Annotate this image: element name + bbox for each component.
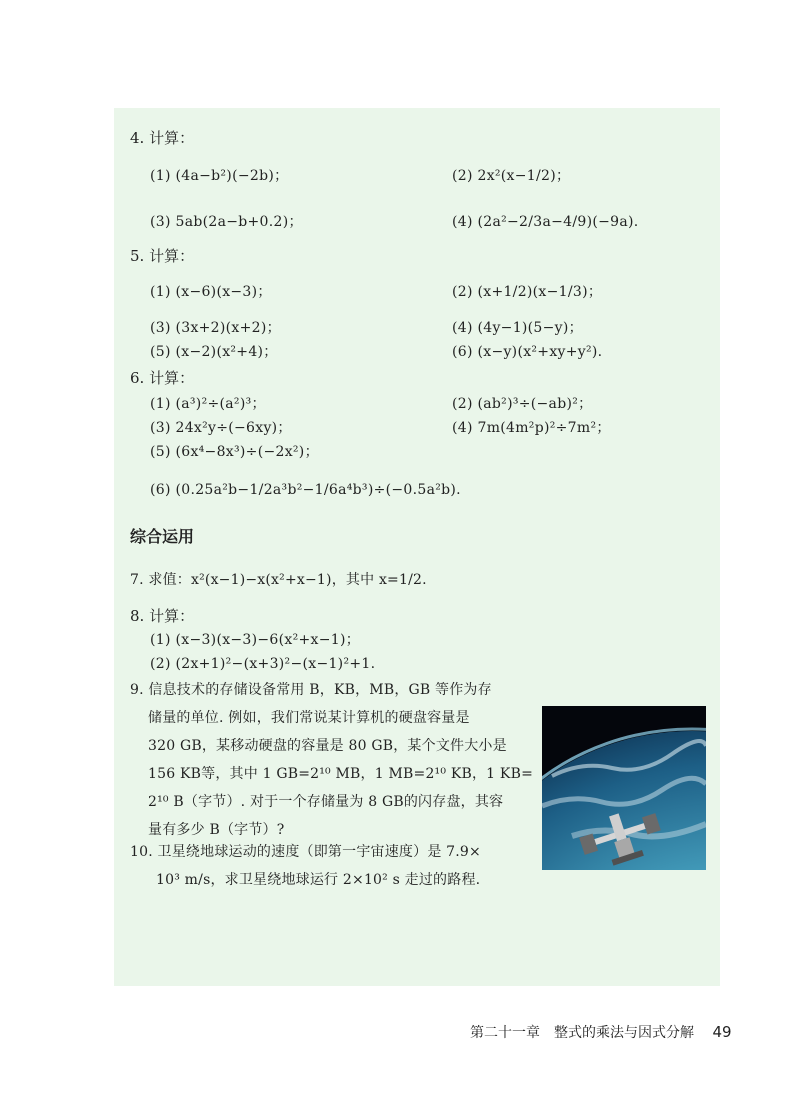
q6-part4: (4) 7m(4m²p)²÷7m²；	[452, 420, 611, 436]
q8-part1: (1) (x−3)(x−3)−6(x²+x−1)；	[150, 632, 361, 648]
q9-line4: 156 KB等，其中 1 GB=2¹⁰ MB，1 MB=2¹⁰ KB，1 KB=	[148, 766, 534, 782]
q6-part5: (5) (6x⁴−8x³)÷(−2x²)；	[150, 444, 319, 460]
q9-line3: 320 GB，某移动硬盘的容量是 80 GB，某个文件大小是	[148, 738, 507, 754]
satellite-earth-illustration	[542, 706, 706, 870]
q4-heading: 4. 计算：	[130, 129, 195, 147]
q5-heading: 5. 计算：	[130, 247, 195, 265]
q5-part4: (4) (4y−1)(5−y)；	[452, 320, 583, 336]
q9-line6: 量有多少 B（字节）?	[148, 822, 285, 838]
q4-part1: (1) (4a−b²)(−2b)；	[150, 168, 289, 184]
q10-line1: 10. 卫星绕地球运动的速度（即第一宇宙速度）是 7.9×	[130, 844, 481, 860]
chapter-title: 第二十一章 整式的乘法与因式分解	[470, 1025, 694, 1041]
section-title: 综合运用	[130, 527, 195, 546]
q8-part2: (2) (2x+1)²−(x+3)²−(x−1)²+1.	[150, 656, 376, 672]
q5-part5: (5) (x−2)(x²+4)；	[150, 344, 278, 360]
q6-part6: (6) (0.25a²b−1/2a³b²−1/6a⁴b³)÷(−0.5a²b).	[150, 482, 461, 498]
page-number: 49	[712, 1023, 732, 1041]
q6-heading: 6. 计算：	[130, 369, 195, 387]
q6-part3: (3) 24x²y÷(−6xy)；	[150, 420, 292, 436]
q4-part4: (4) (2a²−2/3a−4/9)(−9a).	[452, 214, 639, 230]
q10-line2: 10³ m/s，求卫星绕地球运行 2×10² s 走过的路程.	[156, 872, 481, 888]
q9-line5: 2¹⁰ B（字节）. 对于一个存储量为 8 GB的闪存盘，其容	[148, 794, 504, 810]
q9-line2: 储量的单位. 例如，我们常说某计算机的硬盘容量是	[148, 710, 470, 726]
page-footer	[470, 1022, 732, 1042]
q5-part6: (6) (x−y)(x²+xy+y²).	[452, 344, 603, 360]
q6-part1: (1) (a³)²÷(a²)³；	[150, 396, 266, 412]
q5-part2: (2) (x+1/2)(x−1/3)；	[452, 284, 603, 300]
q9-line1: 9. 信息技术的存储设备常用 B，KB，MB，GB 等作为存	[130, 682, 492, 698]
q4-part3: (3) 5ab(2a−b+0.2)；	[150, 214, 303, 230]
q7-text: 7. 求值：x²(x−1)−x(x²+x−1)，其中 x=1/2.	[130, 572, 427, 588]
q5-part3: (3) (3x+2)(x+2)；	[150, 320, 281, 336]
q6-part2: (2) (ab²)³÷(−ab)²；	[452, 396, 593, 412]
q5-part1: (1) (x−6)(x−3)；	[150, 284, 272, 300]
q8-heading: 8. 计算：	[130, 607, 195, 625]
q4-part2: (2) 2x²(x−1/2)；	[452, 168, 571, 184]
satellite-earth-photo	[542, 706, 706, 870]
